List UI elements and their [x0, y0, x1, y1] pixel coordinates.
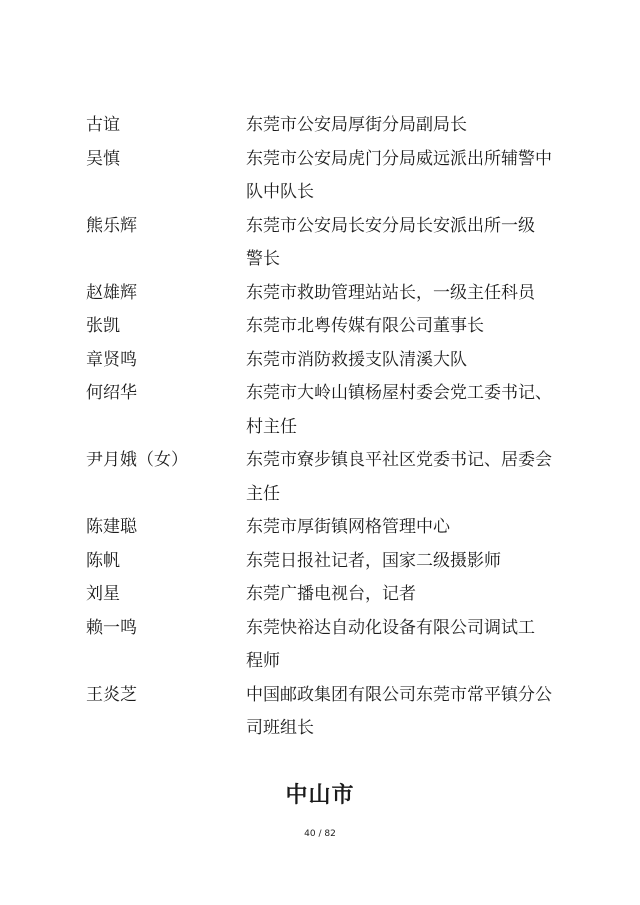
role-line: 警长 — [246, 249, 280, 269]
person-name: 赵雄辉 — [86, 282, 137, 303]
role-line: 东莞日报社记者，国家二级摄影师 — [246, 550, 501, 571]
awardee-list — [0, 109, 640, 746]
person-name: 章贤鸣 — [86, 349, 137, 370]
list-item — [0, 612, 640, 679]
role-line: 东莞市救助管理站站长，一级主任科员 — [246, 282, 535, 303]
role-line: 东莞市厚街镇网格管理中心 — [246, 517, 450, 537]
person-name: 古谊 — [86, 115, 120, 135]
list-item — [0, 109, 640, 143]
list-item — [0, 277, 640, 311]
person-role — [246, 545, 562, 579]
person-role — [246, 578, 562, 612]
role-line: 东莞市大岭山镇杨屋村委会党工委书记、 — [246, 383, 552, 403]
list-item — [0, 578, 640, 612]
person-name: 王炎芝 — [86, 684, 137, 705]
role-line: 东莞市消防救援支队清溪大队 — [246, 349, 467, 370]
list-item — [0, 310, 640, 344]
person-name: 赖一鸣 — [86, 617, 137, 638]
role-line: 中国邮政集团有限公司东莞市常平镇分公 — [246, 684, 552, 705]
role-line: 东莞广播电视台，记者 — [246, 584, 416, 604]
role-line: 东莞市公安局厚街分局副局长 — [246, 115, 467, 135]
list-item — [0, 344, 640, 378]
person-role — [246, 210, 562, 277]
list-item — [0, 444, 640, 511]
person-role — [246, 444, 562, 511]
person-role — [246, 679, 562, 746]
role-line: 东莞市寮步镇良平社区党委书记、居委会 — [246, 450, 552, 470]
role-line: 东莞市北粤传媒有限公司董事长 — [246, 316, 484, 336]
person-role — [246, 143, 562, 210]
role-line: 司班组长 — [246, 718, 314, 738]
role-line: 程师 — [246, 651, 280, 671]
person-role — [246, 511, 562, 545]
person-name: 张凯 — [86, 316, 120, 336]
role-line: 队中队长 — [246, 182, 314, 202]
person-role — [246, 310, 562, 344]
list-item — [0, 377, 640, 444]
role-line: 东莞市公安局长安分局长安派出所一级 — [246, 215, 535, 236]
person-role — [246, 277, 562, 311]
person-role — [246, 109, 562, 143]
page-number: 40 / 82 — [304, 829, 336, 839]
person-name: 何绍华 — [86, 383, 137, 403]
person-role — [246, 612, 562, 679]
role-line: 村主任 — [246, 416, 297, 437]
person-name: 熊乐辉 — [86, 215, 137, 236]
role-line: 主任 — [246, 483, 280, 504]
list-item — [0, 210, 640, 277]
person-role — [246, 344, 562, 378]
list-item — [0, 143, 640, 210]
person-name: 吴慎 — [86, 148, 120, 169]
person-role — [246, 377, 562, 444]
person-name: 刘星 — [86, 584, 120, 604]
section-heading: 中山市 — [285, 783, 355, 808]
list-item — [0, 679, 640, 746]
person-name: 陈帆 — [86, 550, 120, 571]
person-name: 陈建聪 — [86, 517, 137, 537]
list-item — [0, 511, 640, 545]
role-line: 东莞市公安局虎门分局威远派出所辅警中 — [246, 148, 552, 169]
person-name: 尹月娥（女） — [86, 450, 188, 470]
role-line: 东莞快裕达自动化设备有限公司调试工 — [246, 617, 535, 638]
list-item — [0, 545, 640, 579]
